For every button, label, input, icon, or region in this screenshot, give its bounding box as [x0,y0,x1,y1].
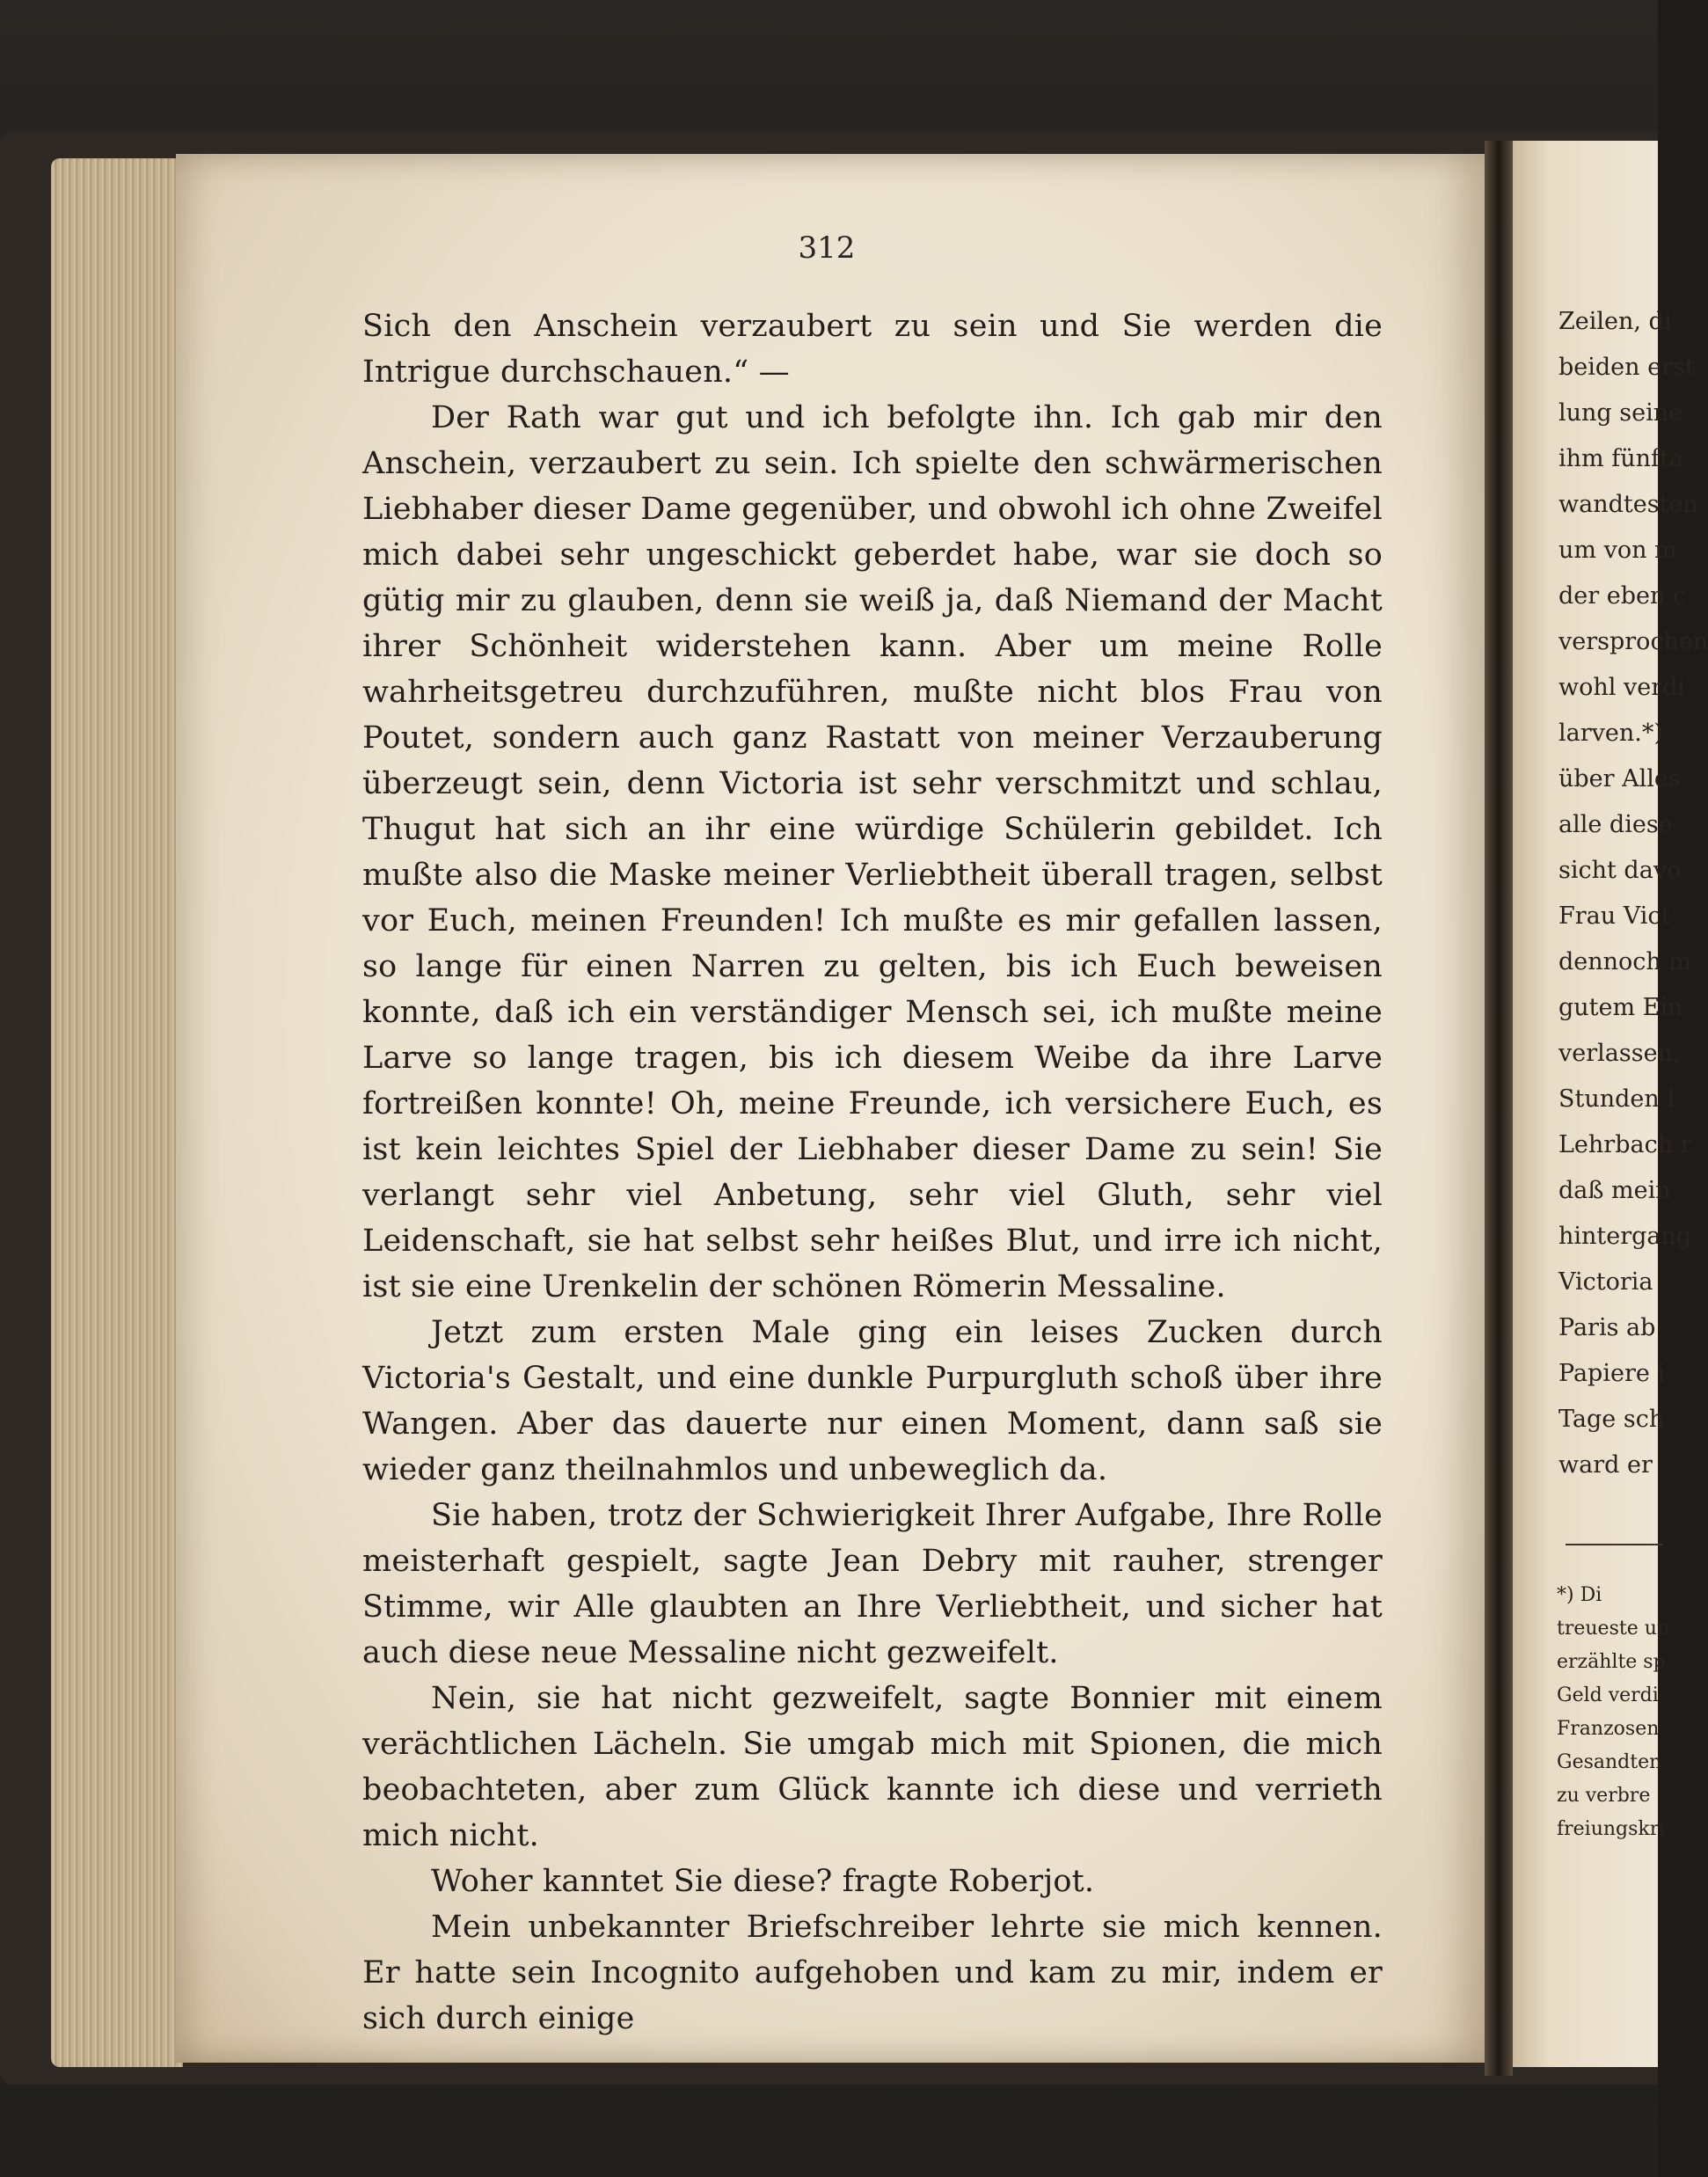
paragraph: Der Rath war gut und ich befolgte ihn. Ich gab mir den Anschein, verzaubert zu sein. Ich spielte den schwärmerischen Liebhaber dieser Dame gegenüber, und obwohl ich ohne Zweifel mich dabei sehr ungeschickt geberdet habe, war sie doch so gütig mir zu glauben, denn sie weiß ja, daß Niemand der Macht ihrer Schönheit widerstehen kann. Aber um meine Rolle wahrheitsgetreu durchzuführen, mußte nicht blos Frau von Poutet, sondern auch ganz Rastatt von meiner Verzauberung überzeugt sein, denn Victoria ist sehr verschmitzt und schlau, Thugut hat sich an ihr eine würdige Schülerin gebildet. Ich mußte also die Maske meiner Verliebtheit überall tragen, selbst vor Euch, meinen Freunden! Ich mußte es mir gefallen lassen, so lange für einen Narren zu gelten, bis ich Euch beweisen konnte, daß ich ein verständiger Mensch sei, ich mußte meine Larve so lange tragen, bis ich diesem Weibe da ihre Larve fortreißen konnte! Oh, meine Freunde, ich versichere Euch, es ist kein leichtes Spiel der Liebhaber dieser Dame zu sein! Sie verlangt sehr viel Anbetung, sehr viel Gluth, sehr viel Leidenschaft, sie hat selbst sehr heißes Blut, und irre ich nicht, ist sie eine Urenkelin der schönen Römerin Messaline. [362,400,1383,1304]
facing-line: daß mein [1558,1177,1671,1204]
page-text [362,303,1383,2042]
facing-line: Papiere i [1558,1360,1666,1387]
footnote-line: zu verbre [1557,1785,1651,1807]
facing-line: larven.*) [1558,720,1663,747]
facing-line: lung seine [1558,399,1683,427]
facing-line: Lehrbach r [1558,1131,1692,1158]
page-number: 312 [798,230,856,266]
facing-line: Zeilen, di [1558,308,1672,335]
facing-line: Stunden l [1558,1085,1675,1113]
page-edges [51,158,183,2067]
paragraph: Mein unbekannter Briefschreiber lehrte sie mich kennen. Er hatte sein Incognito aufgehoben und kam zu mir, indem er sich durch einige [362,1910,1383,2036]
facing-line: sicht davo [1558,857,1682,884]
facing-line: verlassen, [1558,1040,1681,1067]
book-gutter [1485,141,1513,2076]
facing-line: um von m [1558,537,1677,564]
paragraph: Jetzt zum ersten Male ging ein leises Zucken durch Victoria's Gestalt, und eine dunkle Purpurgluth schoß über ihre Wangen. Aber das dauerte nur einen Moment, dann saß sie wieder ganz theilnahmlos und unbeweglich da. [362,1315,1383,1487]
facing-line: wandtesten [1558,491,1698,518]
facing-line: über Alles [1558,765,1681,793]
facing-page-text [1558,299,1708,1488]
footnote-line: treueste un [1557,1618,1670,1640]
paragraph: Sie haben, trotz der Schwierigkeit Ihrer Aufgabe, Ihre Rolle meisterhaft gespielt, sagte Jean Debry mit rauher, strenger Stimme, wir Alle glaubten an Ihre Verliebtheit, und sicher hat auch diese neue Messaline nicht gezweifelt. [362,1498,1383,1670]
footnote-line: Franzosen [1557,1718,1660,1740]
facing-line: wohl verdi [1558,674,1686,701]
facing-line: ihm fünfta [1558,445,1683,472]
footnote-rule [1566,1544,1662,1545]
footnote-line: Gesandten [1557,1751,1662,1773]
footnote-line: erzählte sp [1557,1651,1666,1673]
footnote-line: freiungskri [1557,1818,1666,1840]
facing-line: Frau Vict [1558,902,1671,930]
facing-line: Victoria [1558,1268,1653,1296]
facing-line: alle diese [1558,811,1673,838]
facing-line: versprochen [1558,628,1708,655]
facing-line: hintergang [1558,1223,1692,1250]
facing-line: beiden erst [1558,354,1695,381]
facing-line: ward er [1558,1451,1653,1479]
facing-page-footnote [1557,1579,1670,1846]
facing-line: dennoch m [1558,948,1691,975]
footnote-line: *) Di [1557,1584,1602,1606]
paragraph: Sich den Anschein verzaubert zu sein und Sie werden die Intrigue durchschauen.“ — [362,309,1383,390]
paragraph: Woher kanntet Sie diese? fragte Roberjot. [431,1864,1095,1899]
footnote-line: Geld verdi [1557,1684,1659,1706]
facing-line: Paris ab [1558,1314,1656,1341]
facing-line: der eben c [1558,582,1687,610]
paragraph: Nein, sie hat nicht gezweifelt, sagte Bonnier mit einem verächtlichen Lächeln. Sie umgab mich mit Spionen, die mich beobachteten, aber zum Glück kannte ich diese und verrieth mich nicht. [362,1681,1383,1853]
facing-line: gutem Ein [1558,994,1683,1021]
facing-line: Tage sch [1558,1406,1665,1433]
